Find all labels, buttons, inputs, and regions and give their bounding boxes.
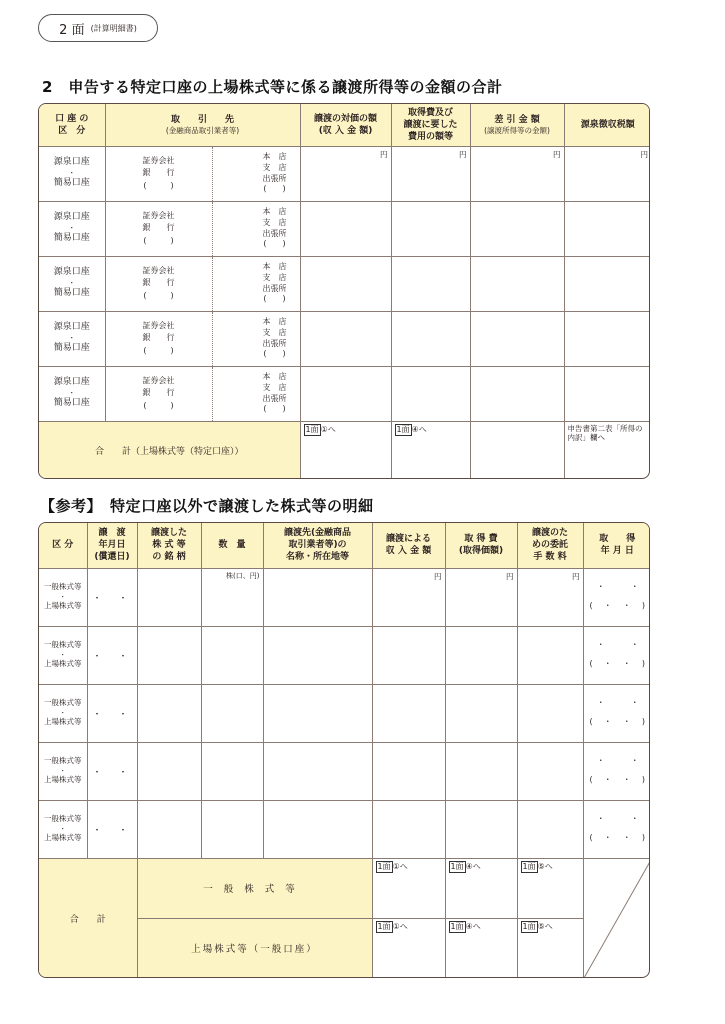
firm-type[interactable]: 証券会社 銀 行 ( ) <box>105 366 212 421</box>
page-subtitle: (計算明細書) <box>90 23 137 33</box>
header-issue: 譲渡した 株 式 等 の 銘 柄 <box>137 523 201 568</box>
table-row <box>39 311 650 366</box>
cost-field[interactable] <box>391 311 470 366</box>
transfer-date-field[interactable]: ・ ・ <box>87 626 137 684</box>
net-field[interactable] <box>470 366 564 421</box>
buyer-field[interactable] <box>263 684 372 742</box>
acq-cost-field[interactable] <box>445 742 517 800</box>
cost-field[interactable]: 円 <box>391 146 470 201</box>
transfer-date-field[interactable]: ・ ・ <box>87 800 137 858</box>
section1-total-row <box>39 421 650 479</box>
specific-account-table <box>38 103 650 479</box>
stock-kind: 一般株式等 ・ 上場株式等 <box>39 684 87 742</box>
proceeds-field[interactable]: 円 <box>372 568 445 626</box>
branch-type[interactable]: 本 店 支 店 出張所 ( ) <box>212 201 300 256</box>
qty-field[interactable] <box>201 800 263 858</box>
fee-field[interactable] <box>517 684 583 742</box>
stock-kind: 一般株式等 ・ 上場株式等 <box>39 626 87 684</box>
qty-field[interactable] <box>201 626 263 684</box>
account-kind: 源泉口座 ・ 簡易口座 <box>39 146 105 201</box>
branch-type[interactable]: 本 店 支 店 出張所 ( ) <box>212 146 300 201</box>
acq-cost-field[interactable]: 円 <box>445 568 517 626</box>
net-field[interactable] <box>470 201 564 256</box>
cost-field[interactable] <box>391 201 470 256</box>
acq-date-field[interactable]: ・ ・ ( ・ ・ ) <box>583 626 650 684</box>
acq-date-field[interactable]: ・ ・ ( ・ ・ ) <box>583 800 650 858</box>
account-kind: 源泉口座 ・ 簡易口座 <box>39 201 105 256</box>
acq-date-field[interactable]: ・ ・ ( ・ ・ ) <box>583 568 650 626</box>
buyer-field[interactable] <box>263 568 372 626</box>
table-row <box>39 256 650 311</box>
table-row <box>39 366 650 421</box>
proceeds-field[interactable] <box>300 256 391 311</box>
cost-field[interactable] <box>391 366 470 421</box>
table-row <box>39 626 650 684</box>
account-kind: 源泉口座 ・ 簡易口座 <box>39 311 105 366</box>
firm-type[interactable]: 証券会社 銀 行 ( ) <box>105 201 212 256</box>
proceeds-field[interactable] <box>300 311 391 366</box>
section2-total-label: 合 計 <box>39 858 137 978</box>
issue-field[interactable] <box>137 742 201 800</box>
section2-title: 【参考】 特定口座以外で譲渡した株式等の明細 <box>40 497 374 515</box>
acq-cost-field[interactable] <box>445 800 517 858</box>
transfer-date-field[interactable]: ・ ・ <box>87 568 137 626</box>
table-row <box>39 742 650 800</box>
account-kind: 源泉口座 ・ 簡易口座 <box>39 256 105 311</box>
table-row <box>39 201 650 256</box>
header-qty: 数 量 <box>201 523 263 568</box>
branch-type[interactable]: 本 店 支 店 出張所 ( ) <box>212 311 300 366</box>
issue-field[interactable] <box>137 568 201 626</box>
table-row <box>39 146 650 201</box>
proceeds-field[interactable] <box>372 684 445 742</box>
section1-title: 2 申告する特定口座の上場株式等に係る譲渡所得等の金額の合計 <box>42 78 503 96</box>
total-cost-field[interactable]: 1面 ④へ <box>391 421 470 479</box>
firm-type[interactable]: 証券会社 銀 行 ( ) <box>105 256 212 311</box>
sum-general-proceeds[interactable]: 1面 ①へ <box>372 858 445 918</box>
withholding-field[interactable]: 円 <box>564 146 650 201</box>
branch-type[interactable]: 本 店 支 店 出張所 ( ) <box>212 366 300 421</box>
cost-field[interactable] <box>391 256 470 311</box>
proceeds-field[interactable]: 円 <box>300 146 391 201</box>
sum-general-label: 一般株式等 <box>137 858 372 918</box>
table-row <box>39 684 650 742</box>
sum-listed-proceeds[interactable]: 1面 ①へ <box>372 918 445 978</box>
header-withholding: 源泉徴収税額 <box>564 104 650 146</box>
section1-header-row <box>39 104 650 146</box>
other-account-table <box>38 522 650 978</box>
section2-header-row <box>39 523 650 568</box>
withholding-field[interactable] <box>564 311 650 366</box>
proceeds-field[interactable] <box>372 742 445 800</box>
proceeds-field[interactable] <box>372 800 445 858</box>
branch-type[interactable]: 本 店 支 店 出張所 ( ) <box>212 256 300 311</box>
sum-listed-fee[interactable]: 1面 ⑤へ <box>517 918 583 978</box>
qty-field[interactable] <box>201 742 263 800</box>
acq-date-field[interactable]: ・ ・ ( ・ ・ ) <box>583 684 650 742</box>
acq-cost-field[interactable] <box>445 684 517 742</box>
sum-listed-acq-cost[interactable]: 1面 ④へ <box>445 918 517 978</box>
table-row <box>39 800 650 858</box>
transfer-date-field[interactable]: ・ ・ <box>87 742 137 800</box>
page-number: 2 面 <box>59 22 85 38</box>
net-field[interactable] <box>470 256 564 311</box>
header-fee: 譲渡のた めの委託 手 数 料 <box>517 523 583 568</box>
table-row <box>39 568 650 626</box>
header-proceeds: 譲渡の対価の額 (収 入 金 額) <box>300 104 391 146</box>
buyer-field[interactable] <box>263 800 372 858</box>
qty-field[interactable] <box>201 684 263 742</box>
sum-general-row <box>39 858 650 918</box>
proceeds-field[interactable] <box>300 366 391 421</box>
fee-field[interactable] <box>517 742 583 800</box>
total-withholding-note[interactable]: 申告書第二表「所得の内訳」欄へ <box>564 421 650 479</box>
sum-general-fee[interactable]: 1面 ⑤へ <box>517 858 583 918</box>
header-acq-date: 取 得 年 月 日 <box>583 523 650 568</box>
issue-field[interactable] <box>137 684 201 742</box>
diagonal-blank-cell <box>583 858 650 978</box>
withholding-field[interactable] <box>564 366 650 421</box>
proceeds-field[interactable] <box>300 201 391 256</box>
net-field[interactable] <box>470 311 564 366</box>
total-label: 合 計（上場株式等（特定口座）） <box>39 421 300 479</box>
stock-kind: 一般株式等 ・ 上場株式等 <box>39 742 87 800</box>
header-net: 差 引 金 額 (譲渡所得等の金額) <box>470 104 564 146</box>
fee-field[interactable] <box>517 800 583 858</box>
buyer-field[interactable] <box>263 742 372 800</box>
total-net-field[interactable] <box>470 421 564 479</box>
net-field[interactable]: 円 <box>470 146 564 201</box>
header-date: 譲 渡 年月日 (償還日) <box>87 523 137 568</box>
header-buyer: 譲渡先(金融商品 取引業者等)の 名称・所在地等 <box>263 523 372 568</box>
firm-type[interactable]: 証券会社 銀 行 ( ) <box>105 311 212 366</box>
withholding-field[interactable] <box>564 201 650 256</box>
header-account: 口 座 の 区 分 <box>39 104 105 146</box>
issue-field[interactable] <box>137 800 201 858</box>
fee-field[interactable]: 円 <box>517 568 583 626</box>
sum-listed-label: 上場株式等（一般口座） <box>137 918 372 978</box>
proceeds-field[interactable] <box>372 626 445 684</box>
stock-kind: 一般株式等 ・ 上場株式等 <box>39 800 87 858</box>
stock-kind: 一般株式等 ・ 上場株式等 <box>39 568 87 626</box>
header-kind: 区 分 <box>39 523 87 568</box>
transfer-date-field[interactable]: ・ ・ <box>87 684 137 742</box>
firm-type[interactable]: 証券会社 銀 行 ( ) <box>105 146 212 201</box>
total-proceeds-field[interactable]: 1面 ①へ <box>300 421 391 479</box>
acq-cost-field[interactable] <box>445 626 517 684</box>
withholding-field[interactable] <box>564 256 650 311</box>
header-counterparty: 取 引 先 (金融商品取引業者等) <box>105 104 300 146</box>
issue-field[interactable] <box>137 626 201 684</box>
buyer-field[interactable] <box>263 626 372 684</box>
account-kind: 源泉口座 ・ 簡易口座 <box>39 366 105 421</box>
fee-field[interactable] <box>517 626 583 684</box>
qty-field[interactable]: 株(口、円) <box>201 568 263 626</box>
sum-general-acq-cost[interactable]: 1面 ④へ <box>445 858 517 918</box>
acq-date-field[interactable]: ・ ・ ( ・ ・ ) <box>583 742 650 800</box>
header-proceeds: 譲渡による 収 入 金 額 <box>372 523 445 568</box>
header-acq-cost: 取 得 費 (取得価額) <box>445 523 517 568</box>
header-cost: 取得費及び 譲渡に要した 費用の額等 <box>391 104 470 146</box>
page-tag <box>38 14 158 42</box>
